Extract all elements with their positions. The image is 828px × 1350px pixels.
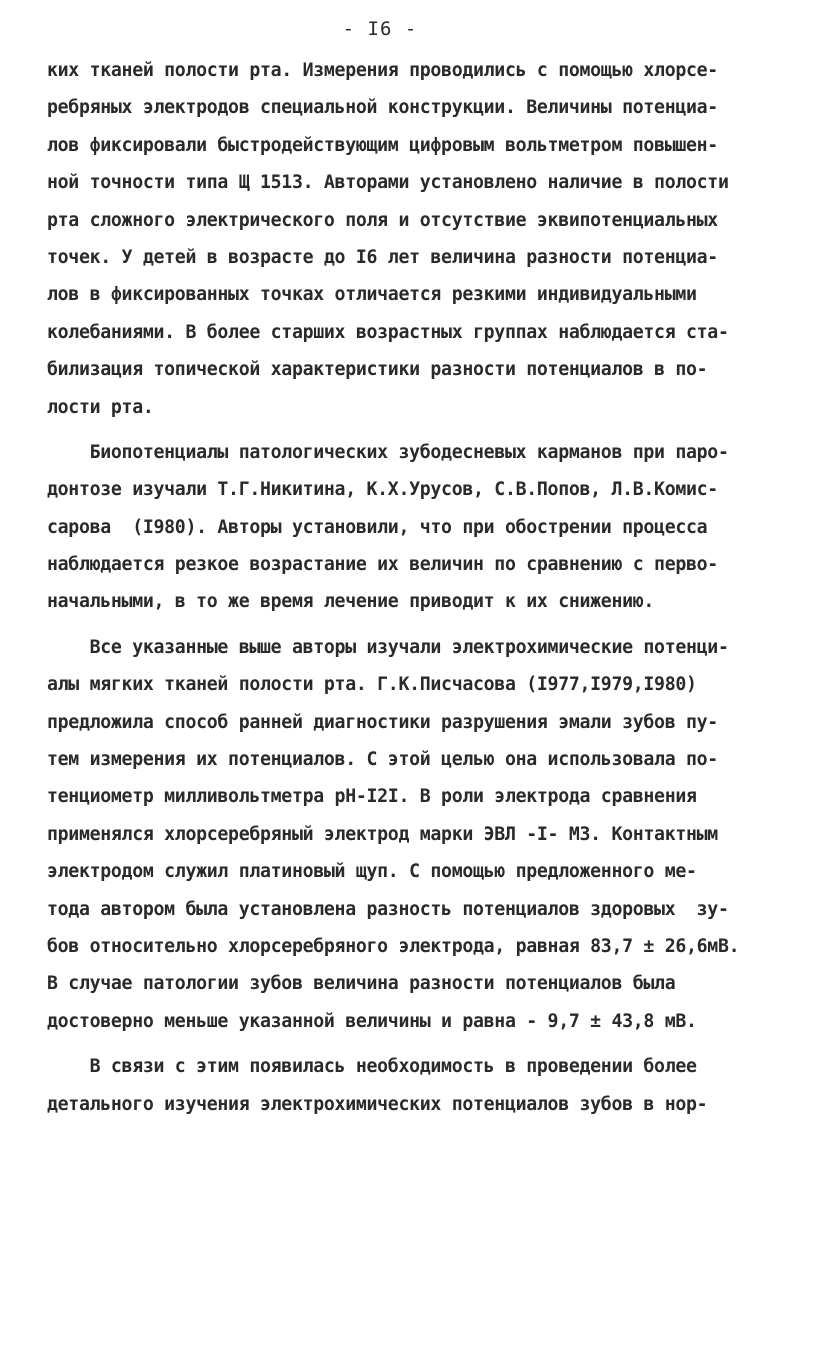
- text-line: тем измерения их потенциалов. С этой целью она использовала по-: [47, 749, 718, 771]
- text-line: Биопотенциалы патологических зубодесневых карманов при паро-: [47, 441, 729, 463]
- text-line: рта сложного электрического поля и отсутствие эквипотенциальных: [47, 209, 718, 231]
- text-line: лости рта.: [47, 396, 154, 418]
- paragraph-4: [47, 1048, 787, 1123]
- paragraph-3: [47, 629, 787, 1040]
- text-line: ребряных электродов специальной конструкции. Величины потенциа-: [47, 97, 718, 119]
- text-line: наблюдается резкое возрастание их величин по сравнению с перво-: [47, 554, 718, 576]
- text-line: колебаниями. В более старших возрастных группах наблюдается ста-: [47, 321, 729, 343]
- text-line: детального изучения электрохимических потенциалов зубов в нор-: [47, 1093, 708, 1115]
- text-line: ной точности типа Щ 1513. Авторами установлено наличие в полости: [47, 172, 729, 194]
- paragraph-2: [47, 434, 787, 621]
- text-line: тода автором была установлена разность потенциалов здоровых зу-: [47, 898, 729, 920]
- text-line: применялся хлорсеребряный электрод марки ЭВЛ -I- МЗ. Контактным: [47, 823, 718, 845]
- text-line: лов фиксировали быстродействующим цифровым вольтметром повышен-: [47, 134, 718, 156]
- text-line: В случае патологии зубов величина разности потенциалов была: [47, 973, 676, 995]
- text-line: электродом служил платиновый щуп. С помощью предложенного ме-: [47, 861, 697, 883]
- text-line: билизация топической характеристики разности потенциалов в по-: [47, 359, 708, 381]
- text-line: достоверно меньше указанной величины и равна - 9,7 ± 43,8 мВ.: [47, 1010, 697, 1032]
- paragraph-gap: [47, 621, 787, 629]
- body-text: [47, 52, 787, 1123]
- text-line: предложила способ ранней диагностики разрушения эмали зубов пу-: [47, 711, 718, 733]
- text-line: Все указанные выше авторы изучали электрохимические потенци-: [47, 636, 729, 658]
- text-line: ких тканей полости рта. Измерения проводились с помощью хлорсе-: [47, 60, 718, 81]
- text-line: бов относительно хлорсеребряного электрода, равная 83,7 ± 26,6мВ.: [47, 935, 740, 957]
- text-line: алы мягких тканей полости рта. Г.К.Писчасова (I977,I979,I980): [47, 674, 697, 696]
- text-line: лов в фиксированных точках отличается резкими индивидуальными: [47, 284, 697, 306]
- paragraph-1: [47, 52, 787, 426]
- paragraph-gap: [47, 426, 787, 434]
- text-line: донтозе изучали Т.Г.Никитина, К.Х.Урусов, С.В.Попов, Л.В.Комис-: [47, 479, 718, 501]
- page-number: - I6 -: [342, 18, 418, 40]
- text-line: сарова (I980). Авторы установили, что при обострении процесса: [47, 516, 708, 538]
- paragraph-gap: [47, 1040, 787, 1048]
- text-line: точек. У детей в возрасте до I6 лет величина разности потенциа-: [47, 246, 718, 268]
- text-line: тенциометр милливольтметра рН-I2I. В роли электрода сравнения: [47, 786, 697, 808]
- text-line: начальными, в то же время лечение приводит к их снижению.: [47, 591, 655, 613]
- text-line: В связи с этим появилась необходимость в проведении более: [47, 1056, 697, 1078]
